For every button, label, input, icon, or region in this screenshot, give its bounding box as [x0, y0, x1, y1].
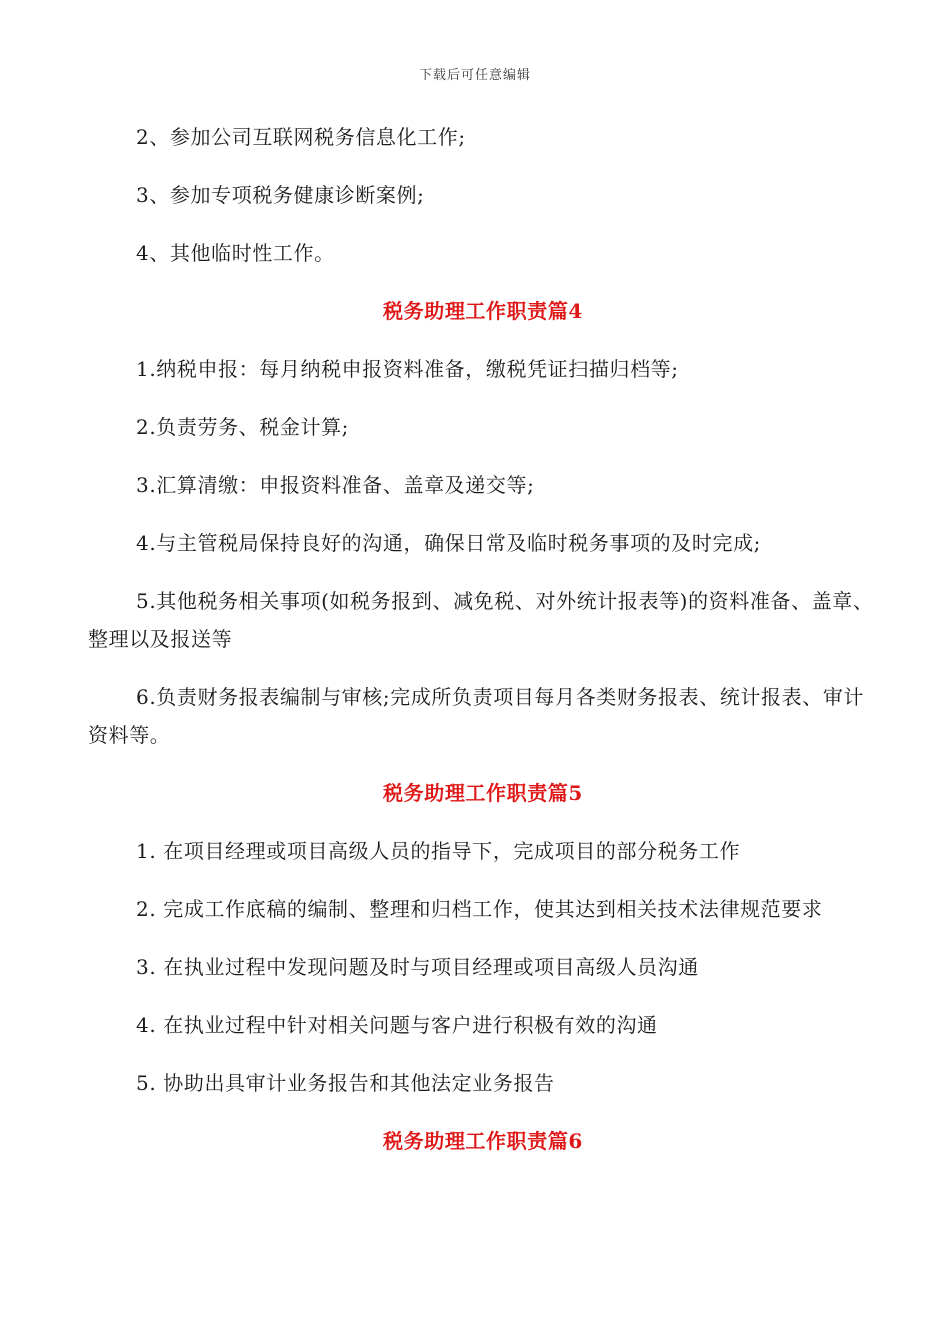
- paragraph-s5-1: 1. 在项目经理或项目高级人员的指导下，完成项目的部分税务工作: [136, 839, 741, 863]
- paragraph-s4-5: 5.其他税务相关事项(如税务报到、减免税、对外统计报表等)的资料准备、盖章、整理以及报送等: [88, 589, 874, 651]
- document-body: [88, 118, 878, 1180]
- paragraph-intro-4: 4、其他临时性工作。: [136, 241, 335, 265]
- paragraph-s4-1: 1.纳税申报：每月纳税申报资料准备，缴税凭证扫描归档等;: [136, 357, 679, 381]
- paragraph-s5-5: 5. 协助出具审计业务报告和其他法定业务报告: [136, 1071, 555, 1095]
- paragraph-s5-2: 2. 完成工作底稿的编制、整理和归档工作，使其达到相关技术法律规范要求: [136, 897, 823, 921]
- paragraph-s4-6: 6.负责财务报表编制与审核;完成所负责项目每月各类财务报表、统计报表、审计资料等。: [88, 685, 865, 747]
- paragraph-s5-4: 4. 在执业过程中针对相关问题与客户进行积极有效的沟通: [136, 1013, 658, 1037]
- section-heading-5: 税务助理工作职责篇5: [383, 781, 583, 805]
- section-heading-6: 税务助理工作职责篇6: [383, 1129, 583, 1153]
- section-heading-4: 税务助理工作职责篇4: [383, 299, 583, 323]
- paragraph-s5-3: 3. 在执业过程中发现问题及时与项目经理或项目高级人员沟通: [136, 955, 699, 979]
- page-header: 下载后可任意编辑: [418, 68, 531, 83]
- paragraph-s4-2: 2.负责劳务、税金计算;: [136, 415, 350, 439]
- paragraph-intro-3: 3、参加专项税务健康诊断案例;: [136, 183, 425, 207]
- paragraph-intro-2: 2、参加公司互联网税务信息化工作;: [136, 125, 466, 149]
- paragraph-s4-4: 4.与主管税局保持良好的沟通，确保日常及临时税务事项的及时完成;: [136, 531, 762, 555]
- paragraph-s4-3: 3.汇算清缴：申报资料准备、盖章及递交等;: [136, 473, 535, 497]
